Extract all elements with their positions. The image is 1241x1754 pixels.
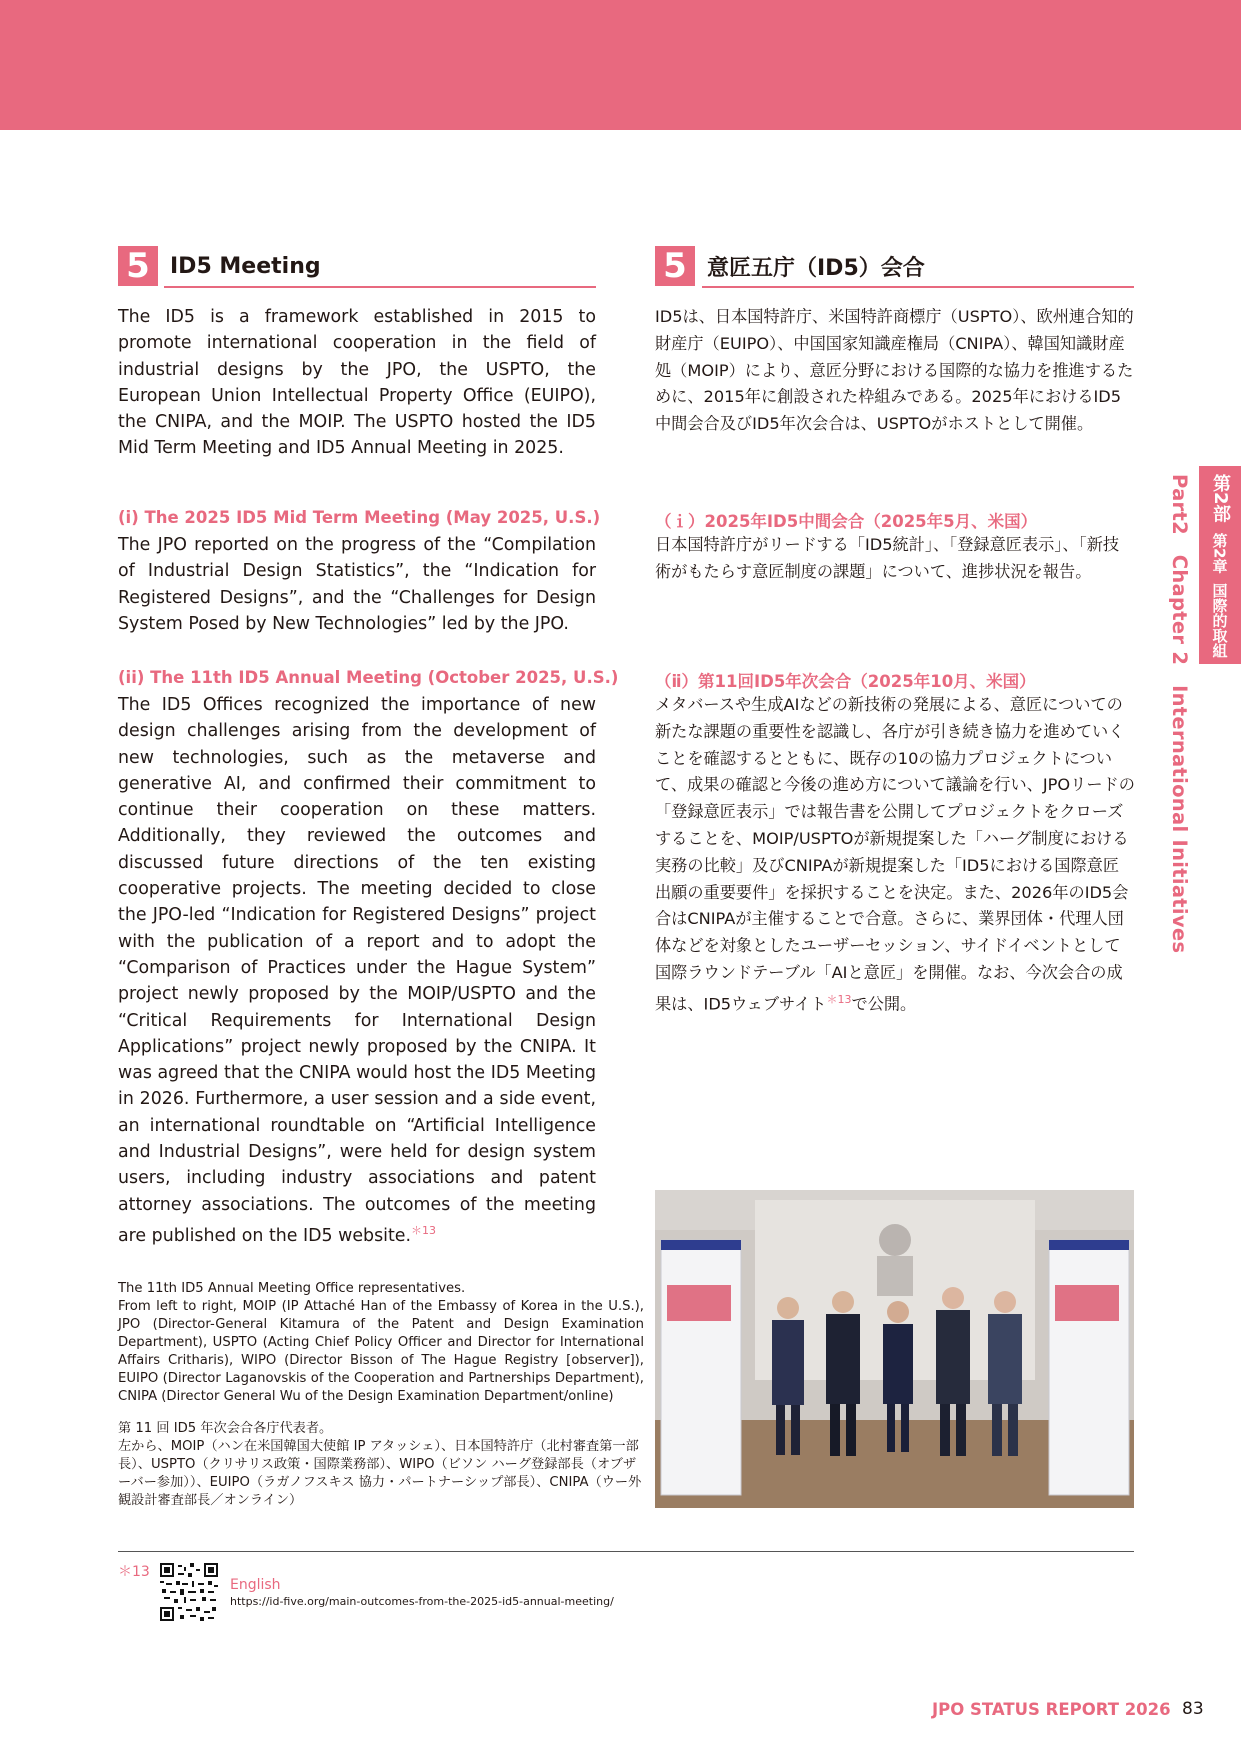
meeting-photo [655, 1190, 1134, 1508]
footnote-reference[interactable]: ＊13 [411, 1223, 437, 1237]
report-title: JPO STATUS REPORT 2026 [932, 1700, 1171, 1719]
section-rule [702, 286, 1134, 288]
subsection-title: （ｉ）2025年ID5中間会合（2025年5月、米国） [655, 512, 1038, 531]
subsection-title: (ii) The 11th ID5 Annual Meeting (October 2025, U.S.) [118, 668, 619, 687]
part-label: 第2部 [1210, 474, 1231, 523]
qr-code-icon[interactable] [160, 1563, 218, 1621]
subsection-title: (i) The 2025 ID5 Mid Term Meeting (May 2025, U.S.) [118, 508, 601, 527]
section-number-badge: 5 [655, 246, 695, 286]
footnote-reference[interactable]: ＊13 [826, 992, 852, 1006]
subsection-body [655, 692, 1135, 1018]
subsection-body [118, 692, 596, 1249]
section-number-badge: 5 [118, 246, 158, 286]
photo-caption-en: The 11th ID5 Annual Meeting Office representatives. From left to right, MOIP (IP Attaché Han of the Embassy of Korea in the U.S.), JPO (Director-General Kitamura of the Patent and Design Examination Department), USPTO (Acting Chief Policy Officer and Director for International Affairs Critharis), WIPO (Director Bisson of The Hague Registry [observer]), EUIPO (Director Laganovskis of the Cooperation and Partnerships Department), CNIPA (Director General Wu of the Design Examination Department/online) [118, 1281, 644, 1404]
chapter-title: 国際的取組 [1210, 582, 1229, 658]
top-color-band [0, 0, 1241, 130]
section-heading-en [118, 246, 321, 286]
section-title: 意匠五庁（ID5）会合 [707, 255, 925, 281]
photo-caption-ja: 第 11 回 ID5 年次会合各庁代表者。 左から、MOIP（ハン在米国韓国大使館 IP アタッシェ）、日本国特許庁（北村審査第一部長）、USPTO（クリサリス政策・国際業務部）、WIPO（ビソン ハーグ登録部長（オブザーバー参加））、EUIPO（ラガノフスキス 協力・パートナーシップ部長）、CNIPA（ウー外観設計審査部長／オンライン） [118, 1421, 642, 1508]
subsection-title: （ⅱ）第11回ID5年次会合（2025年10月、米国） [655, 672, 1036, 691]
chapter-label: 第2章 [1210, 532, 1229, 573]
body-text: メタバースや生成AIなどの新技術の発展による、意匠についての新たな課題の重要性を認識し、各庁が引き続き協力を進めていくことを確認するとともに、既存の10の協力プロジェクトについて、成果の確認と今後の進め方について議論を行い、JPOリードの「登録意匠表示」では報告書を公開してプロジェクトをクローズすることを、MOIP/USPTOが新規提案した「ハーグ制度における実務の比較」及びCNIPAが新規提案した「ID5における国際意匠出願の重要要件」を採択することを決定。また、2026年のID5会合はCNIPAが主催することで合意。さらに、業界団体・代理人団体などを対象としたユーザーセッション、サイドイベントとして国際ラウンドテーブル「AIと意匠」を開催。なお、今次会合の成果は、ID5ウェブサイト [655, 695, 1135, 1014]
footnote-rule [118, 1551, 1134, 1552]
subsection-body: 日本国特許庁がリードする「ID5統計」、「登録意匠表示」、「新技術がもたらす意匠制度の課題」について、進捗状況を報告。 [655, 535, 1120, 581]
footnote-mark: ＊13 [118, 1564, 150, 1580]
body-text: The ID5 Offices recognized the importance of new design challenges arising from the development of new technologies, such as the metaverse and generative AI, and confirmed their commitment to continue their cooperation on these matters. Additionally, they reviewed the outcomes and discussed future directions of the ten existing cooperative projects. The meeting decided to close the JPO-led “Indication for Registered Designs” project with the publication of a report and to adopt the “Comparison of Practices under the Hague System” project newly proposed by the MOIP/USPTO and the “Critical Requirements for International Design Applications” project newly proposed by the CNIPA. It was agreed that the CNIPA would host the ID5 Meeting in 2026. Furthermore, a user session and a side event, an international roundtable on “Artificial Intelligence and Industrial Designs”, were held for design system users, including industry associations and patent attorney associations. The outcomes of the meeting are published on the ID5 website. [118, 695, 596, 1246]
body-text-tail: で公開。 [851, 994, 917, 1014]
section-rule [164, 286, 596, 288]
intro-paragraph: The ID5 is a framework established in 2015 to promote international cooperation in the field of industrial designs by the JPO, the USPTO, the European Union Intellectual Property Office (EUIPO), the CNIPA, and the MOIP. The USPTO hosted the ID5 Mid Term Meeting and ID5 Annual Meeting in 2025. [118, 307, 596, 459]
footnote-url-link[interactable]: https://id-five.org/main-outcomes-from-the-2025-id5-annual-meeting/ [230, 1595, 614, 1608]
meeting-photo-illustration [655, 1190, 1134, 1508]
section-title: ID5 Meeting [170, 253, 321, 279]
footnote-language-label: English [230, 1577, 281, 1593]
subsection-body: The JPO reported on the progress of the “Compilation of Industrial Design Statistics”, the “Indication for Registered Designs”, and the “Challenges for Design System Posed by New Technologies” led by the JPO. [118, 535, 596, 634]
chapter-side-label-en: Part2 Chapter 2 International Initiatives [1168, 474, 1191, 954]
section-heading-ja [655, 246, 925, 286]
chapter-side-tab [1199, 466, 1241, 664]
intro-paragraph: ID5は、日本国特許庁、米国特許商標庁（USPTO）、欧州連合知的財産庁（EUIPO）、中国国家知識産権局（CNIPA）、韓国知識財産処（MOIP）により、意匠分野における国際的な協力を推進するために、2015年に創設された枠組みである。2025年におけるID5中間会合及びID5年次会合は、USPTOがホストとして開催。 [655, 307, 1134, 434]
page-number: 83 [1182, 1699, 1204, 1719]
